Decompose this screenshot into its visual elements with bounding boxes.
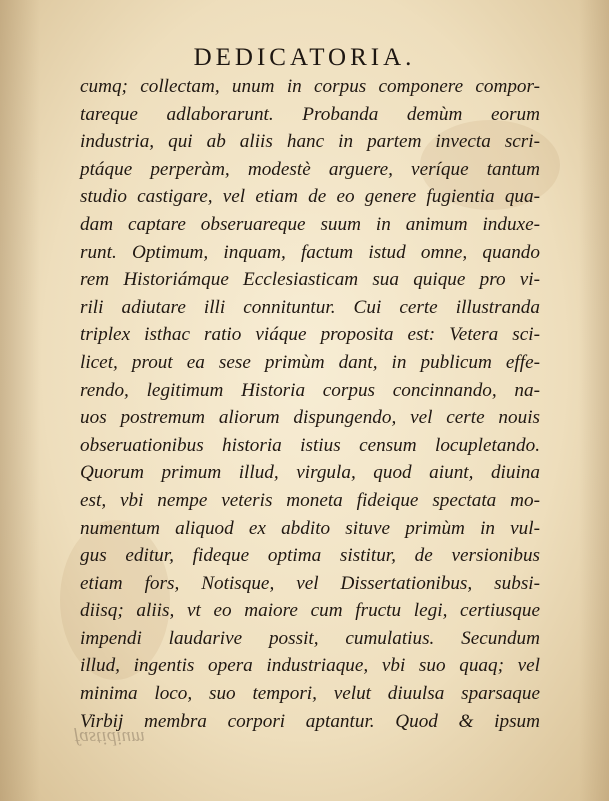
text-line: dam captare obseruareque suum in animum induxe- <box>80 213 540 235</box>
text-line: numentum aliquod ex abdito situve primùm in vul- <box>80 517 540 539</box>
text-line: rili adiutare illi connituntur. Cui certe illustranda <box>80 296 540 318</box>
text-line: minima loco, suo tempori, velut diuulsa sparsaque <box>80 683 540 705</box>
text-line: tareque adlaborarunt. Probanda demùm eorum <box>80 103 540 125</box>
text-line: licet, prout ea sese primùm dant, in publicum effe- <box>80 351 540 373</box>
text-line: est, vbi nempe veteris moneta fideique spectata mo- <box>80 489 540 511</box>
text-line: Virbij membra corpori aptantur. Quod & ipsum <box>80 710 540 732</box>
text-line: rem Historiámque Ecclesiasticam sua quique pro vi- <box>80 269 540 291</box>
text-line: ptáque perperàm, modestè arguere, veríque tantum <box>80 158 540 180</box>
text-line: industria, qui ab aliis hanc in partem invecta scri- <box>80 131 540 153</box>
text-line: etiam fors, Notisque, vel Dissertationibus, subsi- <box>80 572 540 594</box>
text-line: Quorum primum illud, virgula, quod aiunt, diuina <box>80 462 540 484</box>
text-line: impendi laudarive possit, cumulatius. Secundum <box>80 627 540 649</box>
text-line: obseruationibus historia istius censum locupletando. <box>80 434 540 456</box>
text-line: illud, ingentis opera industriaque, vbi suo quaq; vel <box>80 655 540 677</box>
text-line: studio castigare, vel etiam de eo genere fugientia qua- <box>80 186 540 208</box>
text-line: triplex isthac ratio viáque proposita est: Vetera sci- <box>80 324 540 346</box>
bleed-through-text: fastidium <box>74 727 145 748</box>
text-line: diisq; aliis, vt eo maiore cum fructu legi, certiusque <box>80 600 540 622</box>
running-head: DEDICATORIA. <box>193 44 416 71</box>
text-line: uos postremum aliorum dispungendo, vel certe nouis <box>80 407 540 429</box>
text-line: runt. Optimum, inquam, factum istud omne, quando <box>80 241 540 263</box>
text-line: rendo, legitimum Historia corpus concinnando, na- <box>80 379 540 401</box>
text-line: cumq; collectam, unum in corpus componere compor- <box>80 76 540 97</box>
text-line: gus editur, fideque optima sistitur, de versionibus <box>80 545 540 567</box>
body-text <box>80 73 540 735</box>
